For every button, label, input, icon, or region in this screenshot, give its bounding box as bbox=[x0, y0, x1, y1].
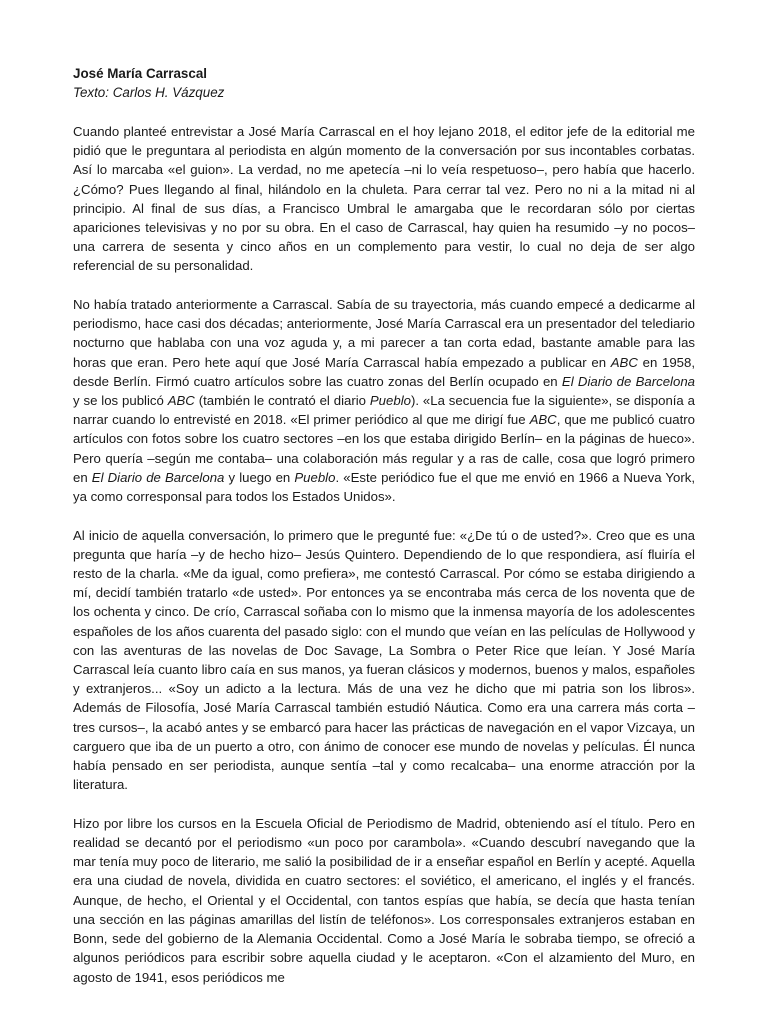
italic-text-run: ABC bbox=[529, 412, 557, 428]
italic-text-run: Pueblo bbox=[369, 393, 411, 409]
italic-text-run: ABC bbox=[610, 354, 638, 370]
text-run: Cuando planteé entrevistar a José María Carrascal en el hoy lejano 2018, el editor jefe de la editorial me pidió que le preguntara al periodista en algún momento de la conversación por sus incontables corbatas. Así lo marcaba «el guion». La verdad, no me apetecía –ni lo veía respetuoso–, pero había que hacerlo. ¿Cómo? Pues llegando al final, hilándolo en la chuleta. Para cerrar tal vez. Pero no ni a la mitad ni al principio. Al final de sus días, a Francisco Umbral le amargaba que le recordaran sólo por ciertas apariciones televisivas y no por su obra. En el caso de Carrascal, hay quien ha resumido –y no pocos– una carrera de sesenta y cinco años en un complemento para vestir, lo cual no deja de ser algo referencial de su personalidad. bbox=[73, 124, 695, 274]
text-run: Al inicio de aquella conversación, lo primero que le pregunté fue: «¿De tú o de usted?». Creo que es una pregunta que haría –y de hecho hizo– Jesús Quintero. Dependiendo de lo que respondiera, así fluiría el resto de la charla. «Me da igual, como prefiera», me contestó Carrascal. Por cómo se estaba dirigiendo a mí, decidí también tratarlo «de usted». Por entonces ya se encontraba más cerca de los noventa que de los ochenta y cinco. De crío, Carrascal soñaba con lo mismo que la inmensa mayoría de los adolescentes españoles de los años cuarenta del pasado siglo: con el mundo que veían en las películas de Hollywood y con las aventuras de las novelas de Doc Savage, La Sombra o Peter Rice que leían. Y José María Carrascal leía cuanto libro caía en sus manos, ya fueran clásicos y modernos, buenos y malos, españoles y extranjeros... «Soy un adicto a la lectura. Más de una vez he dicho que mi patria son los libros». Además de Filosofía, José María Carrascal también estudió Náutica. Como era una carrera más corta –tres cursos–, la acabó antes y se embarcó para hacer las prácticas de navegación en el vapor Vizcaya, un carguero que iba de un puerto a otro, con ánimo de conocer ese mundo de novelas y películas. Él nunca había pensado en ser periodista, aunque sentía –tal y como recalcaba– una enorme atracción por la literatura. bbox=[73, 527, 695, 793]
article-paragraph bbox=[73, 122, 695, 276]
text-run: (también le contrató el diario bbox=[194, 393, 370, 409]
text-run: . «Este periódico fue el que me envió en 1966 a Nueva York, ya como corresponsal para todos los Estados Unidos». bbox=[73, 469, 695, 505]
article-paragraph bbox=[73, 526, 695, 795]
article-title: José María Carrascal bbox=[73, 66, 207, 81]
article-body bbox=[73, 122, 695, 987]
article-page bbox=[73, 64, 695, 1006]
article-paragraph bbox=[73, 814, 695, 987]
text-run: y se los publicó bbox=[73, 393, 168, 409]
text-run: Hizo por libre los cursos en la Escuela Oficial de Periodismo de Madrid, obteniendo así el título. Pero en realidad se decantó por el periodismo «un poco por carambola». «Cuando descubrí navegando que la mar tenía muy poco de literario, me salió la posibilidad de ir a enseñar español en Berlín y acepté. Aquella era una ciudad de novela, dividida en cuatro sectores: el soviético, el americano, el inglés y el francés. Aunque, de hecho, el Oriental y el Occidental, con tantos espías que había, se decía que hasta tenían una sección en las páginas amarillas del listín de teléfonos». Los corresponsales extranjeros estaban en Bonn, sede del gobierno de la Alemania Occidental. Como a José María le sobraba tiempo, se ofreció a algunos periódicos para escribir sobre aquella ciudad y le aceptaron. «Con el alzamiento del Muro, en agosto de 1941, esos periódicos me bbox=[73, 815, 695, 985]
italic-text-run: Pueblo bbox=[294, 469, 336, 485]
article-byline: Texto: Carlos H. Vázquez bbox=[73, 85, 225, 100]
text-run: No había tratado anteriormente a Carrascal. Sabía de su trayectoria, más cuando empecé a dedicarme al periodismo, hace casi dos décadas; anteriormente, José María Carrascal era un presentador del telediario nocturno que hablaba con una voz aguda y, a mi parecer a tan corta edad, bastante amable para las horas que eran. Pero hete aquí que José María Carrascal había empezado a publicar en bbox=[73, 297, 695, 370]
italic-text-run: ABC bbox=[167, 393, 195, 409]
text-run: ). «La secuencia fue la siguiente», se disponía a narrar cuando lo entrevisté en 2018. «El primer periódico al que me dirigí fue bbox=[73, 393, 695, 428]
text-run: y luego en bbox=[224, 469, 295, 485]
italic-text-run: El Diario de Barcelona bbox=[91, 469, 225, 485]
text-run: , que me publicó cuatro artículos con fotos sobre los cuatro sectores –en los que estaba dirigido Berlín– en la páginas de hueco». Pero quería –según me contaba– una colaboración más regular y a ras de calle, cosa que logró primero en bbox=[73, 412, 695, 485]
italic-text-run: El Diario de Barcelona bbox=[561, 373, 695, 389]
article-paragraph bbox=[73, 295, 695, 506]
text-run: en 1958, desde Berlín. Firmó cuatro artículos sobre las cuatro zonas del Berlín ocupado en bbox=[73, 354, 695, 389]
